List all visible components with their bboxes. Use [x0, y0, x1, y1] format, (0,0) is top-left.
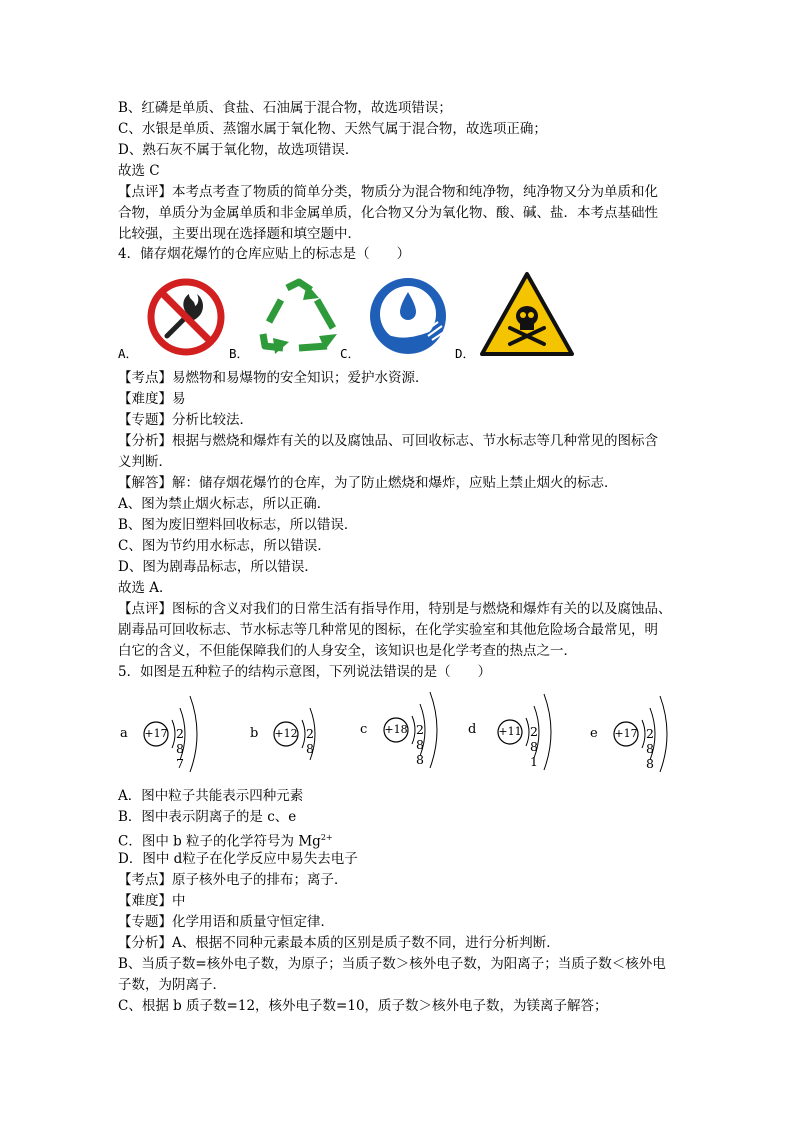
- q3-option-d-explanation: D、熟石灰不属于氧化物，故选项错误．: [118, 142, 359, 158]
- q5-option-c-superscript: 2+: [320, 833, 333, 842]
- q3-comment-line-2: 合物，单质分为金属单质和非金属单质，化合物又分为氧化物、酸、碱、盐．本考点基础性: [118, 205, 658, 221]
- electron-shells: 2 8: [306, 726, 315, 756]
- toxic-warning-sign-icon: [478, 270, 576, 358]
- nucleus-charge: +12: [274, 727, 298, 740]
- electron-shells: 2 8 1: [530, 724, 539, 769]
- particle-label: e: [590, 726, 598, 741]
- q4-topic: 【专题】分析比较法．: [118, 412, 253, 428]
- nucleus-charge: +11: [498, 725, 522, 738]
- q3-option-c-explanation: C、水银是单质、蒸馏水属于氧化物、天然气属于混合物，故选项正确；: [118, 121, 547, 137]
- q4-explain-b: B、图为废旧塑料回收标志，所以错误．: [118, 517, 358, 533]
- q4-comment-line-3: 白它的含义，不但能保障我们的人身安全，该知识也是化学考查的热点之一．: [118, 643, 577, 659]
- q5-option-a: A．图中粒子共能表示四种元素: [118, 788, 304, 804]
- nucleus-charge: +17: [144, 727, 168, 740]
- particle-label: b: [250, 726, 259, 741]
- q5-stem: 5．如图是五种粒子的结构示意图，下列说法错误的是（ ）: [118, 664, 492, 680]
- nucleus-charge: +18: [384, 723, 408, 736]
- electron-shells: 2 8 7: [176, 726, 185, 771]
- q4-comment-line-2: 剧毒品可回收标志、节水标志等几种常见的图标，在化学实验室和其他危险场合最常见，明: [118, 622, 658, 638]
- particle-label: d: [468, 722, 477, 737]
- q5-analysis-a: 【分析】A、根据不同种元素最本质的区别是质子数不同，进行分析判断．: [118, 935, 560, 951]
- water-saving-sign-icon: [366, 274, 450, 358]
- q4-stem: 4．储存烟花爆竹的仓库应贴上的标志是（ ）: [118, 246, 411, 262]
- electron-shells: 2 8 8: [646, 726, 655, 771]
- q4-option-c-label: C．: [340, 346, 361, 361]
- q3-answer: 故选 C: [118, 163, 160, 179]
- q5-difficulty: 【难度】中: [118, 893, 186, 909]
- q5-option-b: B．图中表示阴离子的是 c、e: [118, 809, 297, 825]
- q5-analysis-c: C、根据 b 质子数=12，核外电子数=10，质子数＞核外电子数，为镁离子解答；: [118, 998, 608, 1014]
- q5-option-c: [118, 828, 333, 852]
- q4-option-b-label: B．: [229, 346, 250, 361]
- particle-label: c: [360, 722, 368, 737]
- q4-kaodian: 【考点】易燃物和易爆物的安全知识；爱护水资源．: [118, 370, 429, 386]
- q5-analysis-b-line-2: 子数，为阴离子．: [118, 977, 226, 993]
- q3-comment-line-3: 比较强，主要出现在选择题和填空题中．: [118, 226, 361, 242]
- q4-option-a-label: A．: [118, 346, 139, 361]
- q4-difficulty: 【难度】易: [118, 391, 186, 407]
- q3-option-b-explanation: B、红磷是单质、食盐、石油属于混合物，故选项错误；: [118, 100, 452, 116]
- q5-topic: 【专题】化学用语和质量守恒定律．: [118, 914, 334, 930]
- q4-analysis-line-2: 义判断．: [118, 454, 172, 470]
- no-fire-sign-icon: [145, 276, 227, 358]
- q4-answer: 故选 A．: [118, 580, 173, 596]
- q5-option-d: D．图中 d粒子在化学反应中易失去电子: [118, 851, 358, 867]
- recycle-sign-icon: [255, 276, 343, 358]
- q5-analysis-b-line-1: B、当质子数=核外电子数，为原子；当质子数＞核外电子数，为阳离子；当质子数＜核外电: [118, 956, 666, 972]
- q4-explain-d: D、图为剧毒品标志，所以错误．: [118, 559, 318, 575]
- q4-option-d-label: D．: [455, 346, 476, 361]
- q4-explain-a: A、图为禁止烟火标志，所以正确．: [118, 496, 331, 512]
- q4-analysis-line-1: 【分析】根据与燃烧和爆炸有关的以及腐蚀品、可回收标志、节水标志等几种常见的图标含: [118, 433, 658, 449]
- electron-shells: 2 8 8: [416, 722, 425, 767]
- q4-solution: 【解答】解：储存烟花爆竹的仓库，为了防止燃烧和爆炸，应贴上禁止烟火的标志．: [118, 475, 618, 491]
- q4-explain-c: C、图为节约用水标志，所以错误．: [118, 538, 331, 554]
- q3-comment-line-1: 【点评】本考点考查了物质的简单分类，物质分为混合物和纯净物，纯净物又分为单质和化: [118, 184, 658, 200]
- q5-kaodian: 【考点】原子核外电子的排布；离子．: [118, 872, 348, 888]
- q5-option-c-text: C．图中 b 粒子的化学符号为 Mg: [118, 833, 321, 850]
- particle-label: a: [120, 726, 128, 741]
- q4-comment-line-1: 【点评】图标的含义对我们的日常生活有指导作用，特别是与燃烧和爆炸有关的以及腐蚀品、: [118, 601, 672, 617]
- nucleus-charge: +17: [614, 727, 638, 740]
